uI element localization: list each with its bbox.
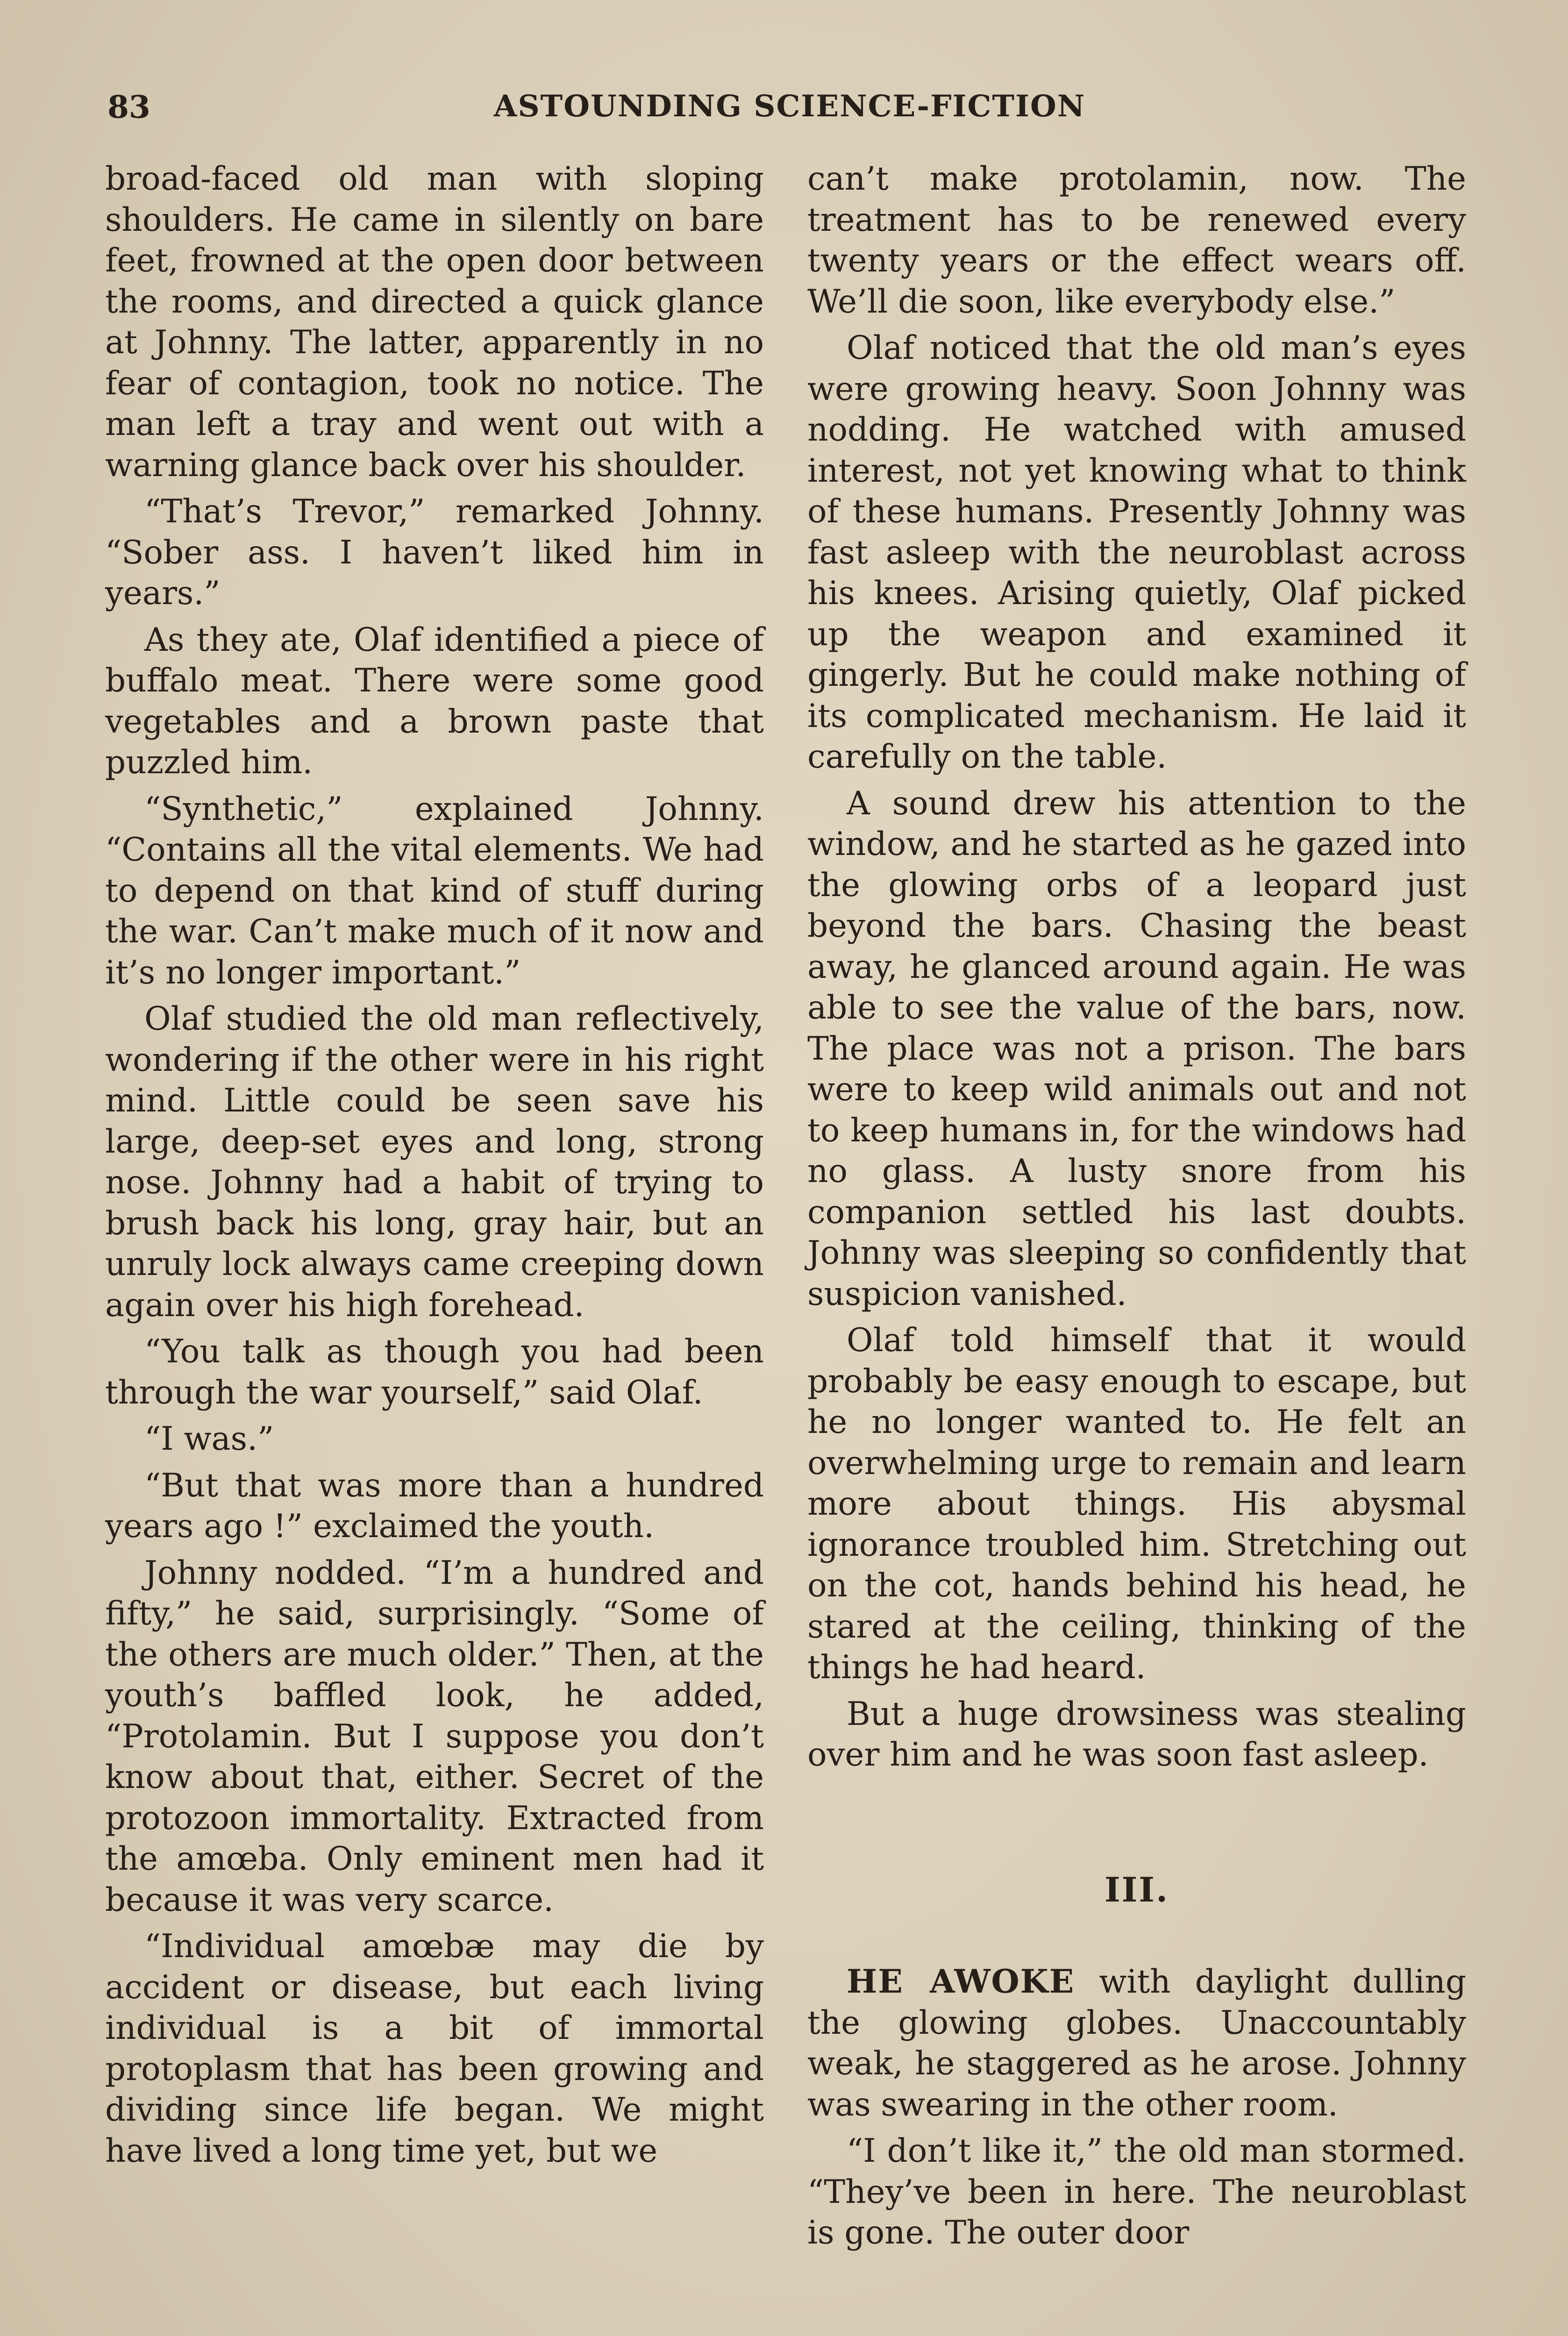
paragraph: A sound drew his attention to the window, and he started as he gazed into the glowing orbs of a leopard just beyond the bars. Chasing the beast away, he glanced around again. He was able to see the value of the bars, now. The place was not a prison. The bars were to keep wild animals out and not to keep humans in, for the windows had no glass. A lusty snore from his companion settled his last doubts. Johnny was sleeping so confidently that suspicion vanished. xyxy=(807,784,1466,1313)
chapter-opening-word: HE AWOKE xyxy=(847,1963,1075,2001)
paragraph: Johnny nodded. “I’m a hundred and fifty,” he said, surprisingly. “Some of the others are much older.” Then, at the youth’s baffled look, he added, “Protolamin. But I suppose you don’t know about that, either. Secret of the protozoon immortality. Extracted from the amœba. Only eminent men had it because it was very scarce. xyxy=(105,1554,764,1919)
page-number: 83 xyxy=(107,89,150,125)
paragraph: “I was.” xyxy=(144,1420,274,1458)
paragraph: But a huge drowsiness was stealing over him and he was soon fast asleep. xyxy=(807,1695,1466,1773)
chapter-opening-text: with daylight dulling the glowing globes. Unaccountably weak, he staggered as he arose. Johnny was swearing in the other room. xyxy=(807,1963,1466,2123)
chapter-heading: III. xyxy=(1104,1869,1169,1909)
running-head: ASTOUNDING SCIENCE-FICTION xyxy=(493,89,1086,124)
paragraph: “Synthetic,” explained Johnny. “Contains all the vital elements. We had to depend on that kind of stuff during the war. Can’t make much of it now and it’s no longer important.” xyxy=(105,790,764,991)
paragraph: can’t make protolamin, now. The treatment has to be renewed every twenty years or the effect wears off. We’ll die soon, like everybody else.” xyxy=(807,160,1466,320)
paragraph: As they ate, Olaf identified a piece of buffalo meat. There were some good vegetables and a brown paste that puzzled him. xyxy=(105,621,764,781)
page-header xyxy=(107,89,1472,131)
paragraph: “But that was more than a hundred years ago !” exclaimed the youth. xyxy=(105,1467,764,1545)
paragraph: “I don’t like it,” the old man stormed. “They’ve been in here. The neuroblast is gone. The outer door xyxy=(807,2132,1466,2251)
paragraph: Olaf studied the old man reflectively, wondering if the other were in his right mind. Little could be seen save his large, deep-set eyes and long, strong nose. Johnny had a habit of trying to brush back his long, gray hair, but an unruly lock always came creeping down again over his high forehead. xyxy=(105,1000,764,1324)
left-column xyxy=(105,159,764,2177)
paragraph: “Individual amœbæ may die by accident or disease, but each living individual is a bit of immortal protoplasm that has been growing and dividing since life began. We might have lived a long time yet, but we xyxy=(105,1928,764,2170)
paragraph: broad-faced old man with sloping shoulders. He came in silently on bare feet, frowned at the open door between the rooms, and directed a quick glance at Johnny. The latter, apparently in no fear of contagion, took no notice. The man left a tray and went out with a warning glance back over his shoulder. xyxy=(105,160,764,484)
right-column xyxy=(807,159,1466,2259)
paragraph: “You talk as though you had been through the war yourself,” said Olaf. xyxy=(105,1333,764,1411)
paragraph: “That’s Trevor,” remarked Johnny. “Sober ass. I haven’t liked him in years.” xyxy=(105,493,764,612)
paragraph: Olaf noticed that the old man’s eyes were growing heavy. Soon Johnny was nodding. He watched with amused interest, not yet knowing what to think of these humans. Presently Johnny was fast asleep with the neuroblast across his knees. Arising quietly, Olaf picked up the weapon and examined it gingerly. But he could make nothing of its complicated mechanism. He laid it carefully on the table. xyxy=(807,329,1466,776)
chapter-opening-paragraph xyxy=(807,1961,1466,2125)
paragraph: Olaf told himself that it would probably be easy enough to escape, but he no longer wanted to. He felt an overwhelming urge to remain and learn more about things. His abysmal ignorance troubled him. Stretching out on the cot, hands behind his head, he stared at the ceiling, thinking of the things he had heard. xyxy=(807,1322,1466,1686)
